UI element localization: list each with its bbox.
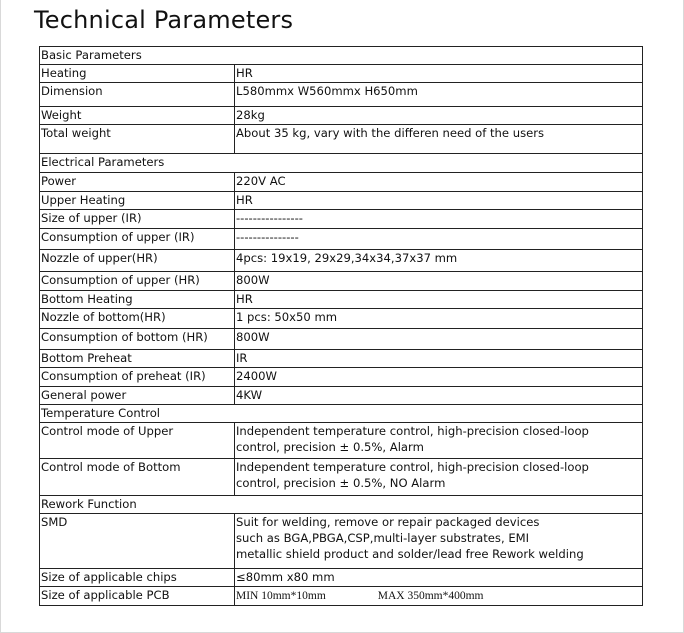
technical-parameters-table	[39, 46, 643, 606]
row-label: Upper Heating	[40, 192, 235, 210]
table-row	[40, 107, 643, 125]
table-row	[40, 329, 643, 350]
value-line: Independent temperature control, high-precision closed-loop	[236, 424, 589, 438]
table-row	[40, 309, 643, 329]
value-line: control, precision ± 0.5%, NO Alarm	[236, 476, 446, 490]
table-row	[40, 154, 643, 173]
section-header-temperature: Temperature Control	[40, 405, 643, 423]
row-label: Size of upper (IR)	[40, 210, 235, 229]
page-title: Technical Parameters	[34, 6, 294, 34]
section-header-rework: Rework Function	[40, 496, 643, 514]
table-row	[40, 350, 643, 368]
row-label: Consumption of bottom (HR)	[40, 329, 235, 350]
row-label: Control mode of Upper	[40, 423, 235, 459]
table-row	[40, 569, 643, 587]
row-label: Bottom Preheat	[40, 350, 235, 368]
row-value: 220V AC	[235, 173, 643, 192]
table-row	[40, 587, 643, 606]
row-label: Nozzle of upper(HR)	[40, 250, 235, 272]
table-row	[40, 192, 643, 210]
table-row	[40, 125, 643, 154]
row-value	[235, 423, 643, 459]
row-label: General power	[40, 387, 235, 405]
row-label: Nozzle of bottom(HR)	[40, 309, 235, 329]
page-left-border	[0, 0, 1, 633]
value-line: control, precision ± 0.5%, Alarm	[236, 440, 424, 454]
table-row	[40, 423, 643, 459]
row-value: ≤80mm x80 mm	[235, 569, 643, 587]
value-line: such as BGA,PBGA,CSP,multi-layer substrates, EMI	[236, 531, 530, 545]
table-row	[40, 459, 643, 496]
row-value: 1 pcs: 50x50 mm	[235, 309, 643, 329]
row-label: Weight	[40, 107, 235, 125]
row-label: Dimension	[40, 83, 235, 107]
table-row	[40, 47, 643, 65]
table-row	[40, 65, 643, 83]
row-value: L580mmx W560mmx H650mm	[235, 83, 643, 107]
row-value: ---------------	[235, 229, 643, 250]
table-row	[40, 210, 643, 229]
row-value: 28kg	[235, 107, 643, 125]
table-row	[40, 368, 643, 387]
row-value: 4KW	[235, 387, 643, 405]
row-value: 800W	[235, 272, 643, 291]
table-row	[40, 496, 643, 514]
table-row	[40, 173, 643, 192]
section-header-electrical: Electrical Parameters	[40, 154, 643, 173]
table-row	[40, 272, 643, 291]
row-label: Power	[40, 173, 235, 192]
row-value: IR	[235, 350, 643, 368]
table-row	[40, 83, 643, 107]
row-value: 2400W	[235, 368, 643, 387]
row-label: SMD	[40, 514, 235, 569]
row-label: Bottom Heating	[40, 291, 235, 309]
row-label: Consumption of preheat (IR)	[40, 368, 235, 387]
row-label: Size of applicable chips	[40, 569, 235, 587]
row-value	[235, 587, 643, 606]
row-label: Consumption of upper (IR)	[40, 229, 235, 250]
table-row	[40, 405, 643, 423]
value-line: Suit for welding, remove or repair packaged devices	[236, 515, 540, 529]
row-value: HR	[235, 291, 643, 309]
row-value: About 35 kg, vary with the differen need of the users	[235, 125, 643, 154]
value-line: metallic shield product and solder/lead free Rework welding	[236, 547, 584, 561]
table-row	[40, 250, 643, 272]
row-label: Heating	[40, 65, 235, 83]
table-row	[40, 514, 643, 569]
row-value: HR	[235, 65, 643, 83]
row-label: Total weight	[40, 125, 235, 154]
table-row	[40, 387, 643, 405]
row-label: Control mode of Bottom	[40, 459, 235, 496]
table-row	[40, 291, 643, 309]
row-value	[235, 459, 643, 496]
row-value	[235, 514, 643, 569]
row-value: 800W	[235, 329, 643, 350]
table-row	[40, 229, 643, 250]
row-label: Size of applicable PCB	[40, 587, 235, 606]
row-value: HR	[235, 192, 643, 210]
row-label: Consumption of upper (HR)	[40, 272, 235, 291]
section-header-basic: Basic Parameters	[40, 47, 643, 65]
row-value: 4pcs: 19x19, 29x29,34x34,37x37 mm	[235, 250, 643, 272]
row-value: ----------------	[235, 210, 643, 229]
value-line: Independent temperature control, high-precision closed-loop	[236, 460, 589, 474]
pcb-max-size: MAX 350mm*400mm	[377, 590, 484, 602]
pcb-min-size: MIN 10mm*10mm	[236, 590, 326, 602]
